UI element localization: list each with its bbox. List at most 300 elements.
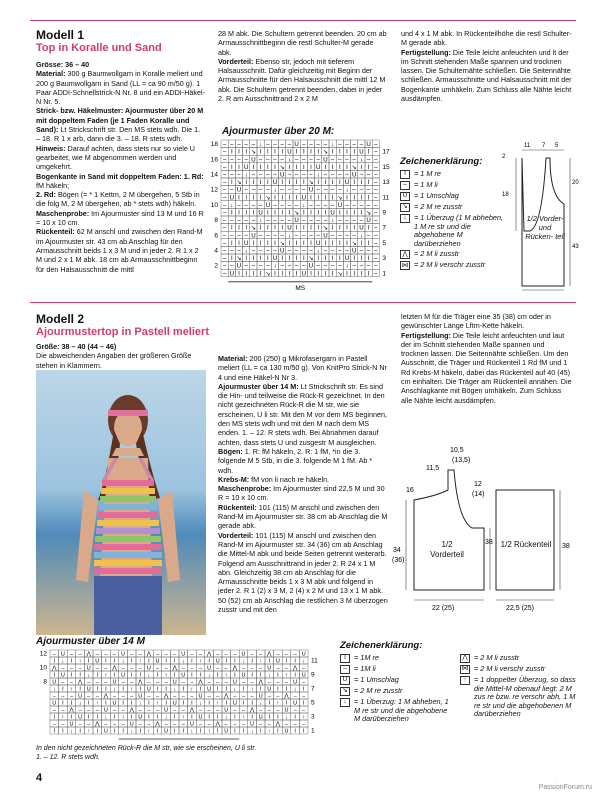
stitch-symbol-icon: I <box>245 224 248 232</box>
stitch-symbol-icon: I <box>331 224 334 232</box>
stitch-symbol-icon: I <box>122 700 124 707</box>
stitch-symbol-icon: I <box>252 194 255 202</box>
stitch-symbol-icon: – <box>293 651 297 658</box>
model2-legend-item <box>340 687 452 696</box>
stitch-symbol-icon: – <box>302 217 306 225</box>
stitch-symbol-icon: I <box>191 700 193 707</box>
stitch-symbol-icon: ↑ <box>70 686 73 693</box>
stitch-symbol-icon: U <box>366 141 371 149</box>
stitch-symbol-icon: ↑ <box>224 672 228 679</box>
stitch-symbol-icon: I <box>173 658 176 665</box>
stitch-symbol-icon: U <box>198 714 203 721</box>
stitch-symbol-icon: – <box>273 232 277 240</box>
stitch-symbol-icon: I <box>288 209 291 217</box>
model2-col3-para-text: letzten M für die Träger eine 35 (38) cm oder in gewünschter Länge Lftm-Kette häkeln. <box>401 312 551 331</box>
stitch-symbol-icon: U <box>138 714 143 721</box>
stitch-symbol-icon: I <box>259 179 262 187</box>
stitch-symbol-icon: U <box>207 665 212 672</box>
model2-title: Ajourmustertop in Pastell meliert <box>36 326 209 338</box>
stitch-symbol-icon: U <box>294 141 299 149</box>
stitch-symbol-icon: – <box>359 247 364 255</box>
stitch-symbol-icon: I <box>367 224 370 232</box>
stitch-symbol-icon: ↘ <box>337 270 343 278</box>
stitch-symbol-icon: – <box>78 721 82 728</box>
stitch-symbol-icon: U <box>337 201 343 209</box>
stitch-symbol-icon: I <box>216 672 219 679</box>
stitch-symbol-icon: – <box>345 141 349 149</box>
stitch-symbol-icon: I <box>346 209 348 217</box>
model1-legend-item <box>400 214 506 248</box>
model2-header <box>36 312 209 339</box>
stitch-symbol-icon: – <box>302 665 306 672</box>
stitch-symbol-icon: I <box>302 728 305 735</box>
stitch-symbol-icon: I <box>281 209 284 217</box>
model2-col3 <box>401 312 573 405</box>
stitch-symbol-icon: I <box>62 686 64 693</box>
model2-photo <box>36 370 206 635</box>
stitch-symbol-icon: ↓ <box>104 714 108 721</box>
stitch-symbol-icon: U <box>232 700 237 707</box>
stitch-symbol-icon: U <box>60 672 65 679</box>
stitch-symbol-icon: – <box>69 693 74 700</box>
stitch-symbol-icon: I <box>324 239 327 247</box>
stitch-symbol-icon: I <box>317 148 320 156</box>
stitch-symbol-icon: – <box>302 693 306 700</box>
stitch-symbol-icon: ⋀ <box>460 654 470 663</box>
model1-legend-item <box>400 181 506 190</box>
stitch-symbol-icon: I <box>295 224 298 232</box>
stitch-symbol-icon: ↓ <box>259 141 263 149</box>
stitch-symbol-icon: – <box>222 247 227 255</box>
stitch-symbol-icon: – <box>87 707 91 714</box>
stitch-symbol-icon: – <box>224 665 228 672</box>
stitch-symbol-icon: I <box>259 672 262 679</box>
stitch-symbol-icon: – <box>258 232 263 240</box>
stitch-symbol-icon: ↓ <box>259 700 263 707</box>
stitch-symbol-icon: ↘ <box>236 179 242 187</box>
stitch-symbol-icon: I <box>346 194 348 202</box>
model1-size: Grösse: 36 – 40 <box>36 60 90 69</box>
stitch-symbol-icon: I <box>225 686 228 693</box>
stitch-symbol-icon: I <box>245 179 248 187</box>
stitch-symbol-icon: – <box>222 232 227 240</box>
stitch-symbol-icon: I <box>70 714 73 721</box>
stitch-symbol-icon: I <box>346 224 348 232</box>
stitch-symbol-icon: I <box>310 163 312 171</box>
stitch-symbol-icon: – <box>222 255 227 263</box>
stitch-symbol-icon: I <box>113 658 116 665</box>
stitch-symbol-icon: I <box>288 270 291 278</box>
stitch-symbol-icon: I <box>251 672 253 679</box>
stitch-symbol-icon: ↘ <box>308 179 314 187</box>
stitch-symbol-icon: – <box>294 156 299 164</box>
stitch-symbol-icon: I <box>295 179 298 187</box>
model1-col3-para-text: Die Teile leicht anfeuchten und lt der im Schnitt stehenden Maße spannen und trocknen lassen. Die Schulternähte schließen. Die Seitennähte schließen. Armausschnitte und Halsausschnitt mit der Bogenkante umhäkeln. Zum Schluss alle Nähte leicht ausdämpfen. <box>401 47 572 104</box>
stitch-symbol-icon: – <box>302 262 306 270</box>
row-number: 10 <box>210 201 218 209</box>
stitch-symbol-icon: ↓ <box>287 232 291 240</box>
stitch-symbol-icon: – <box>294 262 299 270</box>
stitch-symbol-icon: ↓ <box>302 201 306 209</box>
stitch-symbol-icon: I <box>252 179 255 187</box>
model2-chart-notes <box>36 744 256 762</box>
stitch-symbol-icon: ↑ <box>147 728 151 735</box>
m1-dim-7: 7 <box>542 143 546 149</box>
stitch-symbol-icon: I <box>148 714 150 721</box>
stitch-symbol-icon: – <box>233 707 237 714</box>
stitch-symbol-icon: – <box>112 707 117 714</box>
model1-col2-para <box>218 57 388 103</box>
stitch-symbol-icon: I <box>165 658 167 665</box>
row-number: 16 <box>210 156 218 164</box>
model1-col2-paras <box>218 29 388 103</box>
stitch-symbol-icon: – <box>338 156 342 164</box>
stitch-symbol-icon: I <box>338 163 341 171</box>
stitch-symbol-icon: ↘ <box>279 239 285 247</box>
stitch-symbol-icon: U <box>155 658 160 665</box>
stitch-symbol-icon: ↓ <box>345 262 349 270</box>
stitch-symbol-icon: – <box>352 262 356 270</box>
m2-vorder-label: 1/2 Vorderteil <box>430 540 464 559</box>
stitch-symbol-icon: I <box>274 239 276 247</box>
stitch-symbol-icon: I <box>238 270 240 278</box>
stitch-symbol-icon: ↘ <box>340 687 350 696</box>
model2-legend-text: = 2 M re zusstr <box>354 686 403 695</box>
stitch-symbol-icon: ↓ <box>267 672 271 679</box>
stitch-symbol-icon: – <box>216 693 220 700</box>
stitch-symbol-icon: – <box>366 201 371 209</box>
model1-col1-para-text: Lt Strickschrift str. Den MS stets wdh. Die 1. – 18. R 1 x arb, dann die 3. – 18. R stets wdh. <box>36 125 201 144</box>
model1-col1-para <box>36 227 206 273</box>
stitch-symbol-icon: – <box>237 232 241 240</box>
stitch-symbol-icon: – <box>259 651 263 658</box>
stitch-symbol-icon: I <box>216 686 219 693</box>
stitch-symbol-icon: U <box>284 728 289 735</box>
model2-chart <box>30 646 330 742</box>
stitch-symbol-icon: U <box>267 686 272 693</box>
stitch-symbol-icon: – <box>138 651 142 658</box>
stitch-symbol-icon: – <box>374 239 378 247</box>
stitch-symbol-icon: U <box>284 707 289 714</box>
stitch-symbol-icon: ⋀ <box>292 665 298 672</box>
stitch-symbol-icon: I <box>216 714 219 721</box>
stitch-symbol-icon: – <box>366 247 371 255</box>
stitch-symbol-icon: I <box>156 728 159 735</box>
m2-ruecken-label: 1/2 Rückenteil <box>500 540 552 549</box>
stitch-symbol-icon: I <box>295 194 298 202</box>
stitch-symbol-icon: – <box>359 171 364 179</box>
model1-col1-para-text: Im Ajourmuster sind 13 M und 16 R = 10 x 10 cm. <box>36 208 204 228</box>
stitch-symbol-icon: I <box>302 148 305 156</box>
stitch-symbol-icon: I <box>259 255 262 263</box>
stitch-symbol-icon: – <box>287 141 292 149</box>
stitch-symbol-icon: – <box>374 262 378 270</box>
stitch-symbol-icon: I <box>252 239 255 247</box>
stitch-symbol-icon: I <box>79 672 81 679</box>
stitch-symbol-icon: I <box>225 700 228 707</box>
stitch-symbol-icon: – <box>87 721 91 728</box>
stitch-symbol-icon: – <box>366 186 371 194</box>
stitch-symbol-icon: – <box>302 141 306 149</box>
stitch-symbol-icon: – <box>112 721 117 728</box>
stitch-symbol-icon: I <box>191 658 193 665</box>
stitch-symbol-icon: I <box>302 224 305 232</box>
stitch-symbol-icon: I <box>130 714 133 721</box>
stitch-symbol-icon: I <box>360 194 363 202</box>
stitch-symbol-icon: – <box>233 693 237 700</box>
stitch-symbol-icon: I <box>317 209 320 217</box>
model1-col1-para-text: 300 g Baumwollgarn in Koralle meliert und 200 g Baumwollgarn in Sand (LL = ca 90 m/50 g). 1 Paar ADDI-Schnellstrick-N Nr. 8 und ein ADDI-Häkel-N Nr. 5. <box>36 69 205 107</box>
stitch-symbol-icon: – <box>374 255 378 263</box>
stitch-symbol-icon: I <box>302 209 305 217</box>
stitch-symbol-icon: ↓ <box>87 672 91 679</box>
stitch-symbol-icon: – <box>130 693 134 700</box>
stitch-symbol-icon: – <box>284 651 289 658</box>
stitch-symbol-icon: U <box>351 171 357 179</box>
stitch-symbol-icon: U <box>315 239 321 247</box>
stitch-symbol-icon: – <box>338 141 342 149</box>
row-number: 7 <box>382 224 387 232</box>
model2-legend-text: = 1 Überzug: 1 M abheben, 1 M re str und die abgehobene M darüberziehen <box>354 697 449 724</box>
stitch-symbol-icon: – <box>61 665 65 672</box>
stitch-symbol-icon: – <box>198 721 203 728</box>
stitch-symbol-icon: I <box>331 255 334 263</box>
stitch-symbol-icon: I <box>238 148 240 156</box>
stitch-symbol-icon: – <box>338 262 342 270</box>
stitch-symbol-icon: U <box>95 658 100 665</box>
stitch-symbol-icon: – <box>266 141 270 149</box>
stitch-symbol-icon: ↑ <box>250 686 254 693</box>
model2-col3-para-text: Die Teile leicht anfeuchten und laut der im Schnitt stehenden Maße spannen und trocknen lassen. Die Seitennähte schließen. Um den Ausschnitt, die Träger und Rückenteil 1 Rd fM und 1 Rd Krebs-M häkeln, dabei das Rückenteil auf 40 (45) cm einhalten. Die Träger am Rückenteil annähen. Die Anschlagkante mit Bögen umhäkeln. Zum Schluss alle Nähte leicht ausdämpfen. <box>401 330 572 405</box>
stitch-symbol-icon: – <box>241 679 246 686</box>
stitch-symbol-icon: ⋀ <box>69 707 74 714</box>
stitch-symbol-icon: – <box>250 679 254 686</box>
model2-legend-left <box>340 654 452 726</box>
stitch-symbol-icon: U <box>301 672 306 679</box>
stitch-symbol-icon: – <box>138 721 142 728</box>
model2-schematic <box>392 440 592 615</box>
stitch-symbol-icon: I <box>281 179 284 187</box>
stitch-symbol-icon: I <box>288 255 291 263</box>
stitch-symbol-icon: – <box>330 262 335 270</box>
stitch-symbol-icon: – <box>266 186 270 194</box>
stitch-symbol-icon: – <box>359 262 364 270</box>
row-number: 12 <box>210 186 218 194</box>
stitch-symbol-icon: – <box>284 721 289 728</box>
stitch-symbol-icon: – <box>323 141 328 149</box>
model1-legend-text: = 2 M re zusstr <box>414 202 463 211</box>
model2-legend <box>340 640 580 726</box>
stitch-symbol-icon: U <box>275 658 280 665</box>
stitch-symbol-icon: – <box>316 141 320 149</box>
stitch-symbol-icon: – <box>330 201 335 209</box>
stitch-symbol-icon: ↑ <box>302 714 306 721</box>
stitch-symbol-icon: – <box>230 232 234 240</box>
stitch-symbol-icon: – <box>233 721 237 728</box>
model1-col1-para-label: Rückenteil: <box>36 227 75 237</box>
stitch-symbol-icon: – <box>323 171 328 179</box>
stitch-symbol-icon: I <box>191 672 193 679</box>
model1-legend-text: = 1 M li <box>414 180 438 189</box>
model2-col2-para-label: Bögen: <box>218 446 243 456</box>
stitch-symbol-icon: I <box>139 686 142 693</box>
stitch-symbol-icon: I <box>360 209 363 217</box>
model2-col2-para-label: Rückenteil: <box>218 502 257 512</box>
stitch-symbol-icon: – <box>241 693 246 700</box>
stitch-symbol-icon: – <box>251 262 256 270</box>
stitch-symbol-icon: I <box>324 163 327 171</box>
stitch-symbol-icon: ↓ <box>400 214 410 223</box>
stitch-symbol-icon: – <box>164 651 168 658</box>
stitch-symbol-icon: I <box>259 239 262 247</box>
stitch-symbol-icon: I <box>266 163 269 171</box>
stitch-symbol-icon: I <box>266 239 269 247</box>
stitch-symbol-icon: – <box>222 224 227 232</box>
stitch-symbol-icon: ↑ <box>130 686 134 693</box>
stitch-symbol-icon: I <box>230 224 233 232</box>
model2-legend-item <box>340 654 452 663</box>
stitch-symbol-icon: I <box>252 255 255 263</box>
stitch-symbol-icon: – <box>112 693 117 700</box>
stitch-symbol-icon: – <box>316 156 320 164</box>
model2-col2-para <box>218 503 388 531</box>
model1-legend <box>400 156 506 272</box>
model2-col2-para-text: 200 (250) g Mikrofasergarn in Pastell meliert (LL = ca 130 m/50 g). Von KnitPro Strick-N Nr 4 und eine Häkel-N Nr 3. <box>218 354 387 382</box>
stitch-symbol-icon: – <box>276 693 280 700</box>
stitch-symbol-icon: I <box>360 239 363 247</box>
m2-dim-22: 22 (25) <box>432 605 455 612</box>
stitch-symbol-icon: – <box>104 665 108 672</box>
stitch-symbol-icon: – <box>251 186 256 194</box>
stitch-symbol-icon: I <box>230 209 233 217</box>
stitch-symbol-icon: – <box>147 679 151 686</box>
stitch-symbol-icon: I <box>259 163 262 171</box>
row-number: 14 <box>210 171 218 179</box>
stitch-symbol-icon: – <box>374 201 378 209</box>
stitch-symbol-icon: – <box>251 171 256 179</box>
stitch-symbol-icon: I <box>245 255 248 263</box>
stitch-symbol-icon: I <box>208 700 210 707</box>
stitch-symbol-icon: – <box>309 247 313 255</box>
stitch-symbol-icon: U <box>340 676 350 685</box>
stitch-symbol-icon: – <box>338 247 342 255</box>
stitch-symbol-icon: – <box>338 171 342 179</box>
stitch-symbol-icon: ↑ <box>87 728 91 735</box>
stitch-symbol-icon: – <box>164 721 168 728</box>
model1-col2-para-text: Ebenso str, jedoch mit tieferem Halsausschnitt. Dafür gleichzeitig mit Beginn der Armausschnitte für den Halsausschnitt die mittl 12 M abk. Die Schultern getrennt beenden, dabei in jeder 2. R am Ausschnittrand 2 x 2 M <box>218 56 386 104</box>
stitch-symbol-icon: – <box>181 665 185 672</box>
stitch-symbol-icon: I <box>310 209 312 217</box>
stitch-symbol-icon: U <box>351 247 357 255</box>
stitch-symbol-icon: I <box>338 179 341 187</box>
stitch-symbol-icon: – <box>293 707 297 714</box>
model2-legend-title: Zeichenerklärung: <box>340 640 423 651</box>
stitch-symbol-icon: I <box>324 255 327 263</box>
stitch-symbol-icon: – <box>330 232 335 240</box>
stitch-symbol-icon: U <box>250 721 255 728</box>
stitch-symbol-icon: I <box>277 728 279 735</box>
stitch-symbol-icon: – <box>330 156 335 164</box>
stitch-symbol-icon: ↓ <box>359 232 363 240</box>
model1-col1-para-label: Bogenkante in Sand mit doppeltem Faden: 1. Rd: <box>36 171 204 181</box>
stitch-symbol-icon: – <box>345 232 349 240</box>
stitch-symbol-icon: – <box>52 693 56 700</box>
model1-legend-item <box>400 192 506 201</box>
stitch-symbol-icon: – <box>294 186 299 194</box>
stitch-symbol-icon: U <box>181 672 186 679</box>
stitch-symbol-icon: I <box>338 255 341 263</box>
stitch-symbol-icon: – <box>309 156 313 164</box>
stitch-symbol-icon: I <box>96 714 99 721</box>
stitch-symbol-icon: I <box>148 658 150 665</box>
stitch-symbol-icon: – <box>222 156 227 164</box>
row-number: 5 <box>382 239 387 247</box>
stitch-symbol-icon: ⋀ <box>52 665 57 672</box>
stitch-symbol-icon: I <box>251 658 253 665</box>
stitch-symbol-icon: ↓ <box>287 156 291 164</box>
stitch-symbol-icon: U <box>308 262 314 270</box>
stitch-symbol-icon: ↘ <box>294 209 300 217</box>
stitch-symbol-icon: ↑ <box>190 686 194 693</box>
stitch-symbol-icon: I <box>302 686 305 693</box>
stitch-symbol-icon: – <box>259 721 263 728</box>
stitch-symbol-icon: – <box>233 651 237 658</box>
stitch-symbol-icon: I <box>245 194 248 202</box>
stitch-symbol-icon: ↘ <box>308 255 314 263</box>
stitch-symbol-icon: I <box>182 686 185 693</box>
stitch-symbol-icon: U <box>251 156 256 164</box>
stitch-symbol-icon: ↑ <box>242 714 245 721</box>
stitch-symbol-icon: U <box>265 201 271 209</box>
stitch-symbol-icon: I <box>266 224 269 232</box>
stitch-symbol-icon: I <box>242 728 245 735</box>
stitch-symbol-icon: – <box>230 186 234 194</box>
stitch-symbol-icon: I <box>252 270 255 278</box>
stitch-symbol-icon: I <box>353 224 356 232</box>
stitch-symbol-icon: I <box>259 148 262 156</box>
stitch-symbol-icon: U <box>251 232 256 240</box>
row-number: 12 <box>39 650 47 658</box>
stitch-symbol-icon: U <box>189 721 194 728</box>
row-number: 17 <box>382 148 390 156</box>
model2-intro-text: Die abweichenden Angaben der größeren Größe stehen in Klammern. <box>36 351 192 370</box>
m1-dim-5: 5 <box>555 143 559 149</box>
stitch-symbol-icon: I <box>53 672 56 679</box>
stitch-symbol-icon: ↓ <box>242 658 245 665</box>
stitch-symbol-icon: ↑ <box>207 728 211 735</box>
stitch-symbol-icon: I <box>331 270 334 278</box>
stitch-symbol-icon: ⋀ <box>155 721 160 728</box>
stitch-symbol-icon: ↘ <box>337 194 343 202</box>
stitch-symbol-icon: I <box>310 148 312 156</box>
stitch-symbol-icon: ⋀ <box>400 250 410 259</box>
stitch-symbol-icon: I <box>245 209 248 217</box>
row-number: 1 <box>382 270 387 278</box>
stitch-symbol-icon: I <box>353 179 356 187</box>
stitch-symbol-icon: I <box>96 672 99 679</box>
stitch-symbol-icon: I <box>259 270 262 278</box>
model2-heading: Modell 2 <box>36 312 85 326</box>
stitch-symbol-icon: I <box>230 239 233 247</box>
model1-chart-title: Ajourmuster über 20 M: <box>222 126 335 137</box>
stitch-symbol-icon: I <box>156 686 159 693</box>
stitch-symbol-icon: – <box>222 194 227 202</box>
stitch-symbol-icon: U <box>236 186 242 194</box>
stitch-symbol-icon: – <box>276 665 280 672</box>
stitch-symbol-icon: – <box>155 665 160 672</box>
stitch-symbol-icon: – <box>207 693 211 700</box>
model1-legend-item <box>400 261 506 270</box>
